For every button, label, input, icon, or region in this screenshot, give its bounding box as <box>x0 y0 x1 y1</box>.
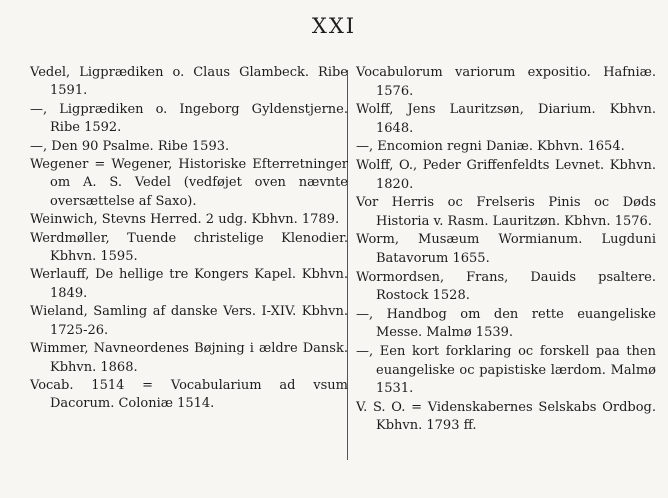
bibliography-entry: —, Encomion regni Daniæ. Kbhvn. 1654. <box>356 139 625 155</box>
bibliography-entry: Vedel, Ligprædiken o. Claus Glambeck. Ribe 1591. <box>30 65 348 99</box>
bibliography-entry: Vor Herris oc Frelseris Pinis oc Døds Historia v. Rasm. Lauritzøn. Kbhvn. 1576. <box>356 195 656 229</box>
bibliography-entry: Weinwich, Stevns Herred. 2 udg. Kbhvn. 1789. <box>30 212 340 228</box>
left-column <box>30 64 348 414</box>
bibliography-entry: Wormordsen, Frans, Dauids psaltere. Rostock 1528. <box>356 269 656 304</box>
bibliography-entry: Werdmøller, Tuende christelige Klenodier. Kbhvn. 1595. <box>30 230 348 265</box>
bibliography-entry: Wolff, O., Peder Griffenfeldts Levnet. Kbhvn. 1820. <box>356 157 656 192</box>
page-number: XXI <box>311 14 357 38</box>
bibliography-entry: Wegener = Wegener, Historiske Efterretninger om A. S. Vedel (vedføjet oven nævnte oversættelse af Saxo). <box>30 157 348 209</box>
bibliography-entry: Wieland, Samling af danske Vers. I-XIV. Kbhvn. 1725-26. <box>30 304 348 338</box>
bibliography-entry: Vocabulorum variorum expositio. Hafniæ. 1576. <box>356 65 656 99</box>
bibliography-entry: —, Een kort forklaring oc forskell paa then euangeliske oc papistiske lærdom. Malmø 1531. <box>356 343 656 397</box>
bibliography-entry: —, Handbog om den rette euangeliske Messe. Malmø 1539. <box>356 306 656 341</box>
bibliography-entry: Worm, Musæum Wormianum. Lugduni Batavorum 1655. <box>356 232 656 266</box>
bibliography-entry: V. S. O. = Videnskabernes Selskabs Ordbog. Kbhvn. 1793 ff. <box>356 399 656 434</box>
right-column <box>356 64 656 436</box>
bibliography-entry: —, Den 90 Psalme. Ribe 1593. <box>30 138 230 154</box>
bibliography-entry: Vocab. 1514 = Vocabularium ad vsum Dacorum. Coloniæ 1514. <box>30 377 348 412</box>
bibliography-entry: Werlauff, De hellige tre Kongers Kapel. Kbhvn. 1849. <box>30 267 348 301</box>
bibliography-entry: —, Ligprædiken o. Ingeborg Gyldenstjerne. Ribe 1592. <box>30 101 348 136</box>
bibliography-entry: Wimmer, Navneordenes Bøjning i ældre Dansk. Kbhvn. 1868. <box>30 341 348 375</box>
bibliography-entry: Wolff, Jens Lauritzsøn, Diarium. Kbhvn. 1648. <box>356 102 656 136</box>
